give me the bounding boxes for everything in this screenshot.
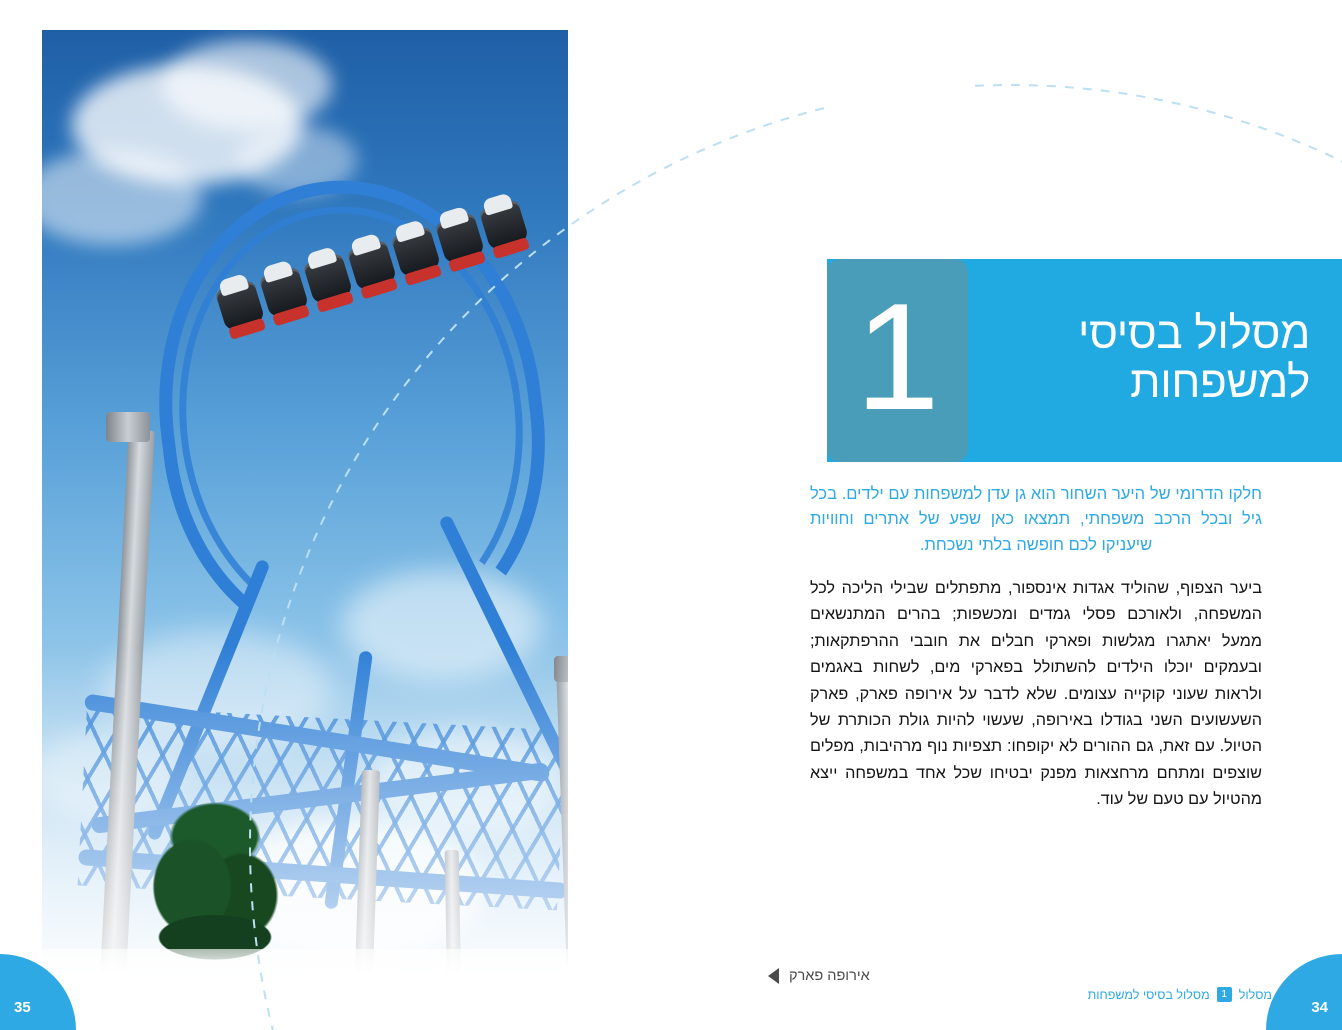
page-title-line-2: למשפחות: [1130, 358, 1310, 408]
page-number-left: 35: [14, 999, 31, 1016]
route-number-badge: [827, 259, 968, 462]
page-title: [997, 309, 1310, 408]
corner-dashed-arc: [0, 954, 76, 1030]
corner-dashed-arc: [1266, 954, 1342, 1030]
body-paragraph: ביער הצפוף, שהוליד אגדות אינספור, מתפתלים שבילי הליכה לכל המשפחה, ולאורכם פסלי גמדים ומכשפות; בהרים המתנשאים ממעל יאתגרו מגלשות ופארקי חבלים את חובבי ההרפתקאות; ובעמקים יוכלו הילדים להשתולל בפארקי מים, לשחות באגמים ולראות שעוני קוקייה עצומים. שלא לדבר על אירופה פארק, פארק השעשועים השני בגודלו באירופה, שעשוי להיות גולת הכותרת של הטיול. עם זאת, גם ההורים לא יקופחו: תצפיות נוף מרהיבות, מפלים שוצפים ומתחם מרחצאות מפנק יבטיחו שכל אחד במשפחה ייצא מהטיול עם טעם של עוד.: [810, 579, 1262, 809]
footer-route-prefix: מסלול: [1238, 987, 1272, 1002]
footer-destination-label: אירופה פארק: [789, 968, 870, 984]
page-title-line-1: מסלול בסיסי: [1077, 309, 1310, 358]
intro-paragraph: חלקו הדרומי של היער השחור הוא גן עדן למשפחות עם ילדים. בכל גיל ובכל הרכב משפחתי, תמצאו כאן שפע של אתרים וחוויות שיעניקו לכם חופשה בלתי נשכחת.: [810, 485, 1262, 554]
route-number: 1: [855, 271, 940, 442]
footer-route-number-badge: 1: [1217, 987, 1232, 1002]
evergreen-tree: [120, 765, 310, 975]
footer-destination: [768, 968, 870, 984]
column-cap: [106, 412, 150, 442]
triangle-left-icon: [768, 968, 779, 984]
footer-route-label: מסלול בסיסי למשפחות: [1087, 987, 1210, 1002]
ground-fade: [42, 949, 568, 975]
page-number-corner-right: [1266, 954, 1342, 1030]
footer-route-reference: [1088, 987, 1272, 1002]
roller-coaster-photo: [42, 30, 568, 975]
cloud: [162, 40, 332, 130]
page-number-corner-left: [0, 954, 76, 1030]
page-number-right: 34: [1311, 999, 1328, 1016]
